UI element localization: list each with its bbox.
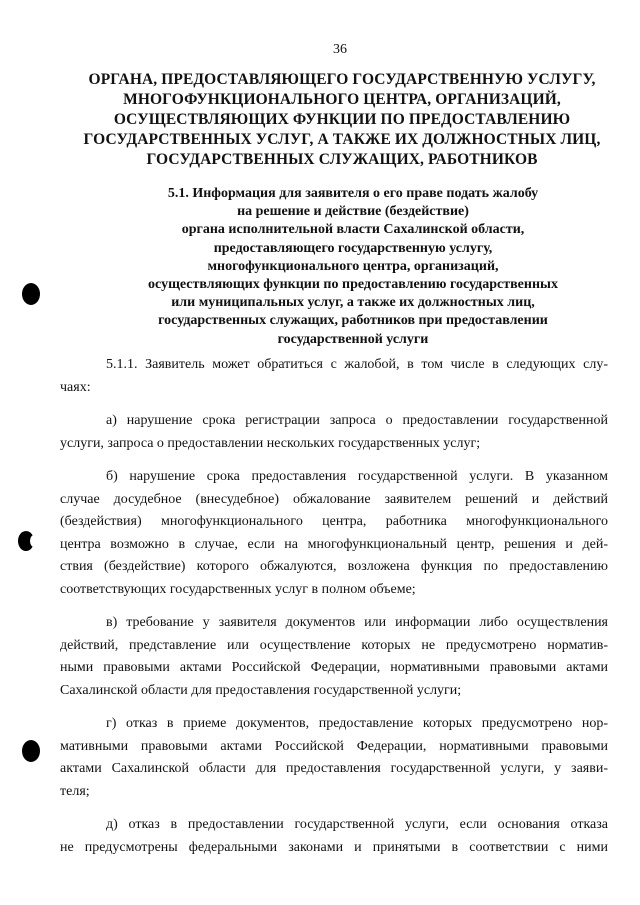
text-line: чаях: [60,379,91,395]
text-line: д) отказ в предоставлении государственной услуги, если основания отказа [106,817,608,832]
text-line: ными правовыми актами Российской Федерации, нормативными правовыми актами [60,660,608,675]
paragraph [60,410,608,455]
title-line: МНОГОФУНКЦИОНАЛЬНОГО ЦЕНТРА, ОРГАНИЗАЦИЙ, [123,91,561,108]
text-line: 5.1.1. Заявитель может обратиться с жалобой, в том числе в следующих слу- [106,357,608,372]
paragraph [60,713,608,803]
paragraph [60,466,608,601]
title-line: ОСУЩЕСТВЛЯЮЩИХ ФУНКЦИИ ПО ПРЕДОСТАВЛЕНИЮ [113,111,571,128]
subtitle-line: осуществляющих функции по предоставлению государственных [148,277,558,293]
binder-hole-mark [22,283,40,305]
text-line: ствия (бездействие) которого обжалуются, возложена функция по предоставлению [60,559,608,574]
subtitle-line: предоставляющего государственную услугу, [213,240,493,256]
text-line: мативными правовыми актами Российской Федерации, нормативными правовыми [60,738,608,754]
text-line: действий, представление или осуществление которых не предусмотрено норматив- [60,637,608,653]
title-line: ГОСУДАРСТВЕННЫХ УСЛУГ, А ТАКЖЕ ИХ ДОЛЖНОСТНЫХ ЛИЦ, [83,131,601,148]
title-line: ОРГАНА, ПРЕДОСТАВЛЯЮЩЕГО ГОСУДАРСТВЕННУЮ УСЛУГУ, [88,71,596,88]
text-line: соответствующих государственных услуг в полном объеме; [60,581,416,597]
text-line: б) нарушение срока предоставления государственной услуги. В указанном [106,469,608,484]
text-line: теля; [60,783,90,799]
text-line: услуги, запроса о предоставлении нескольких государственных услуг; [60,435,481,451]
subtitle-line: государственных служащих, работников при предоставлении [158,313,548,329]
page-number: 36 [333,42,347,57]
section-title [60,70,624,170]
text-line: не предусмотрены федеральными законами и принятыми в соответствии с ними [60,839,608,855]
title-line: ГОСУДАРСТВЕННЫХ СЛУЖАЩИХ, РАБОТНИКОВ [146,151,538,168]
subtitle-line: органа исполнительной власти Сахалинской области, [181,222,525,238]
text-line: центра возможно в случае, если на многофункциональный центр, решения и дей- [60,536,608,552]
paragraph [60,814,608,859]
text-line: Сахалинской области для предоставления государственной услуги; [60,682,462,698]
subtitle-line: или муниципальных услуг, а также их должностных лиц, [171,295,535,311]
subsection-heading [96,185,610,349]
text-line: в) требование у заявителя документов или информации либо осуществления [106,615,608,630]
paragraph [60,354,608,399]
body-text [60,354,608,859]
text-line: случае досудебное (внесудебное) обжалование заявителем решений и действий [60,491,608,507]
text-line: а) нарушение срока регистрации запроса о предоставлении государственной [106,413,608,428]
subtitle-line: государственной услуги [277,331,429,347]
paragraph [60,612,608,702]
text-line: (бездействия) многофункционального центра, работника многофункционального [60,514,608,529]
binder-hole-mark [22,740,40,762]
subtitle-line: на решение и действие (бездействие) [237,204,469,220]
text-line: г) отказ в приеме документов, предоставление которых предусмотрено нор- [106,716,608,731]
subtitle-line: многофункционального центра, организаций, [207,258,499,274]
binder-hole-mark-highlight [30,535,38,547]
text-line: актами Сахалинской области для предоставления государственной услуги, у заяви- [60,761,608,776]
subtitle-line: 5.1. Информация для заявителя о его праве подать жалобу [167,186,539,201]
